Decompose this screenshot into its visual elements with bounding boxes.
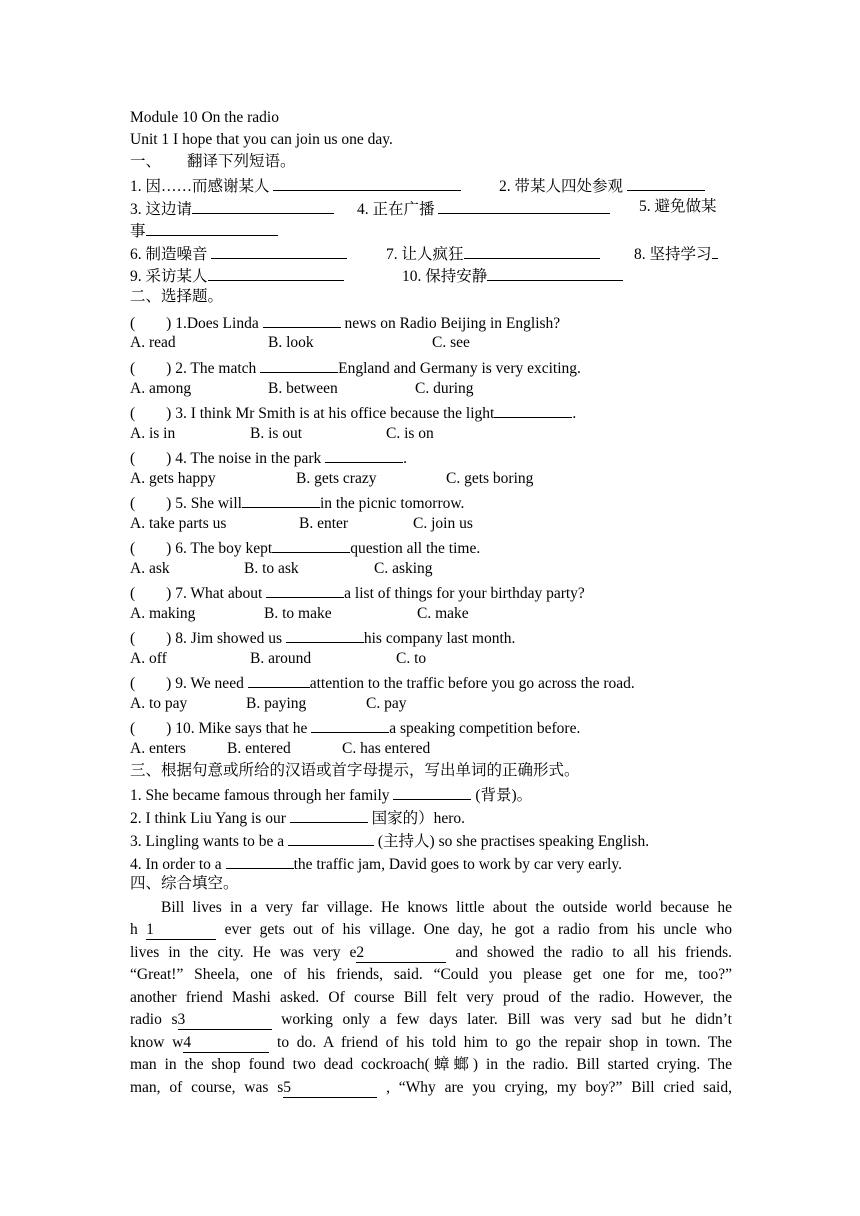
blank-1[interactable]: 1 xyxy=(146,921,216,940)
phrase-10: 10. 保持安静 xyxy=(402,264,623,287)
blank-2[interactable]: 2 xyxy=(356,944,446,963)
blank[interactable] xyxy=(211,242,347,259)
blank[interactable] xyxy=(248,671,310,688)
blank[interactable] xyxy=(712,242,718,259)
q8-option-c[interactable]: C. to xyxy=(396,650,427,667)
q8-option-a[interactable]: A. off xyxy=(130,650,167,667)
word-form-4: 4. In order to a the traffic jam, David goes to work by car very early. xyxy=(130,852,622,875)
q3-option-b[interactable]: B. is out xyxy=(250,425,303,442)
q1-option-b[interactable]: B. look xyxy=(268,334,314,351)
passage-line-5: another friend Mashi asked. Of course Bill felt very proud of the radio. However, the xyxy=(130,989,732,1006)
phrase-5-cont: 事 xyxy=(130,219,278,242)
blank[interactable] xyxy=(311,716,389,733)
blank[interactable] xyxy=(325,446,403,463)
blank[interactable] xyxy=(494,401,572,418)
word-form-1: 1. She became famous through her family (背景)。 xyxy=(130,783,532,806)
q1-option-a[interactable]: A. read xyxy=(130,334,176,351)
blank[interactable] xyxy=(288,829,374,846)
section2-heading: 二、选择题。 xyxy=(130,288,224,305)
phrase-7: 7. 让人疯狂 xyxy=(386,242,600,265)
blank[interactable] xyxy=(438,197,610,214)
question-10: ( ) 10. Mike says that he a speaking competition before. xyxy=(130,716,580,739)
unit-title: Unit 1 I hope that you can join us one day. xyxy=(130,131,393,148)
question-7: ( ) 7. What about a list of things for your birthday party? xyxy=(130,581,585,604)
blank[interactable] xyxy=(464,242,600,259)
blank[interactable] xyxy=(260,356,338,373)
passage-line-4: “Great!” Sheela, one of his friends, said. “Could you please get one for me, too?” xyxy=(130,966,732,983)
section1-number: 一、 xyxy=(130,153,162,170)
passage-line-6: radio s3 working only a few days later. Bill was very sad but he didn’t xyxy=(130,1011,732,1028)
passage-line-9: man, of course, was s5 , “Why are you crying, my boy?” Bill cried said, xyxy=(130,1079,732,1096)
q2-option-a[interactable]: A. among xyxy=(130,380,192,397)
q9-option-a[interactable]: A. to pay xyxy=(130,695,188,712)
q9-option-c[interactable]: C. pay xyxy=(366,695,407,712)
q7-option-a[interactable]: A. making xyxy=(130,605,196,622)
phrase-6: 6. 制造噪音 xyxy=(130,242,347,265)
question-3: ( ) 3. I think Mr Smith is at his office because the light . xyxy=(130,401,576,424)
blank[interactable] xyxy=(273,174,461,191)
blank[interactable] xyxy=(226,852,294,869)
q7-option-b[interactable]: B. to make xyxy=(264,605,332,622)
section4-heading: 四、综合填空。 xyxy=(130,875,239,892)
q3-option-a[interactable]: A. is in xyxy=(130,425,176,442)
question-1: ( ) 1.Does Linda news on Radio Beijing in English? xyxy=(130,311,560,334)
question-2: ( ) 2. The match England and Germany is very exciting. xyxy=(130,356,581,379)
blank[interactable] xyxy=(242,491,320,508)
q4-option-b[interactable]: B. gets crazy xyxy=(296,470,377,487)
q2-option-c[interactable]: C. during xyxy=(415,380,474,397)
q5-option-a[interactable]: A. take parts us xyxy=(130,515,227,532)
passage-line-7: know w4 to do. A friend of his told him to go the repair shop in town. The xyxy=(130,1034,733,1051)
word-form-2: 2. I think Liu Yang is our 国家的）hero. xyxy=(130,806,465,829)
blank-5[interactable]: 5 xyxy=(283,1079,377,1098)
module-title: Module 10 On the radio xyxy=(130,109,279,126)
q6-option-b[interactable]: B. to ask xyxy=(244,560,299,577)
q4-option-c[interactable]: C. gets boring xyxy=(446,470,534,487)
blank[interactable] xyxy=(272,536,350,553)
phrase-5: 5. 避免做某 xyxy=(639,198,717,215)
question-6: ( ) 6. The boy kept question all the time. xyxy=(130,536,480,559)
passage-line-2: h 1 ever gets out of his village. One day, he got a radio from his uncle who xyxy=(130,921,733,938)
blank-3[interactable]: 3 xyxy=(178,1011,272,1030)
phrase-2: 2. 带某人四处参观 xyxy=(499,174,705,197)
q3-option-c[interactable]: C. is on xyxy=(386,425,434,442)
question-4: ( ) 4. The noise in the park . xyxy=(130,446,407,469)
phrase-8: 8. 坚持学习 xyxy=(634,242,718,265)
passage-line-1: Bill lives in a very far village. He knows little about the outside world because he xyxy=(161,899,732,916)
q10-option-c[interactable]: C. has entered xyxy=(342,740,431,757)
passage-line-3: lives in the city. He was very e2 and showed the radio to all his friends. xyxy=(130,944,732,961)
blank[interactable] xyxy=(286,626,364,643)
section1-text: 翻译下列短语。 xyxy=(187,153,296,170)
q7-option-c[interactable]: C. make xyxy=(417,605,469,622)
q8-option-b[interactable]: B. around xyxy=(250,650,312,667)
blank[interactable] xyxy=(627,174,705,191)
blank[interactable] xyxy=(146,219,278,236)
blank[interactable] xyxy=(266,581,344,598)
blank[interactable] xyxy=(487,264,623,281)
phrase-3: 3. 这边请 xyxy=(130,197,334,220)
phrase-1: 1. 因……而感谢某人 xyxy=(130,174,461,197)
blank[interactable] xyxy=(393,783,471,800)
q1-option-c[interactable]: C. see xyxy=(432,334,470,351)
q10-option-a[interactable]: A. enters xyxy=(130,740,186,757)
phrase-9: 9. 采访某人 xyxy=(130,264,344,287)
section1-heading xyxy=(130,152,296,172)
blank-4[interactable]: 4 xyxy=(183,1034,269,1053)
passage-line-8: man in the shop found two dead cockroach(蟑螂) in the radio. Bill started crying. The xyxy=(130,1056,732,1073)
q5-option-c[interactable]: C. join us xyxy=(413,515,473,532)
q4-option-a[interactable]: A. gets happy xyxy=(130,470,216,487)
q10-option-b[interactable]: B. entered xyxy=(227,740,291,757)
blank[interactable] xyxy=(192,197,334,214)
section3-heading: 三、根据句意或所给的汉语或首字母提示，写出单词的正确形式。 xyxy=(130,762,580,779)
word-form-3: 3. Lingling wants to be a (主持人) so she practises speaking English. xyxy=(130,829,649,852)
blank[interactable] xyxy=(290,806,368,823)
q6-option-c[interactable]: C. asking xyxy=(374,560,433,577)
q5-option-b[interactable]: B. enter xyxy=(299,515,349,532)
q6-option-a[interactable]: A. ask xyxy=(130,560,170,577)
blank[interactable] xyxy=(263,311,341,328)
q9-option-b[interactable]: B. paying xyxy=(246,695,307,712)
question-9: ( ) 9. We need attention to the traffic before you go across the road. xyxy=(130,671,635,694)
blank[interactable] xyxy=(208,264,344,281)
q2-option-b[interactable]: B. between xyxy=(268,380,338,397)
phrase-4: 4. 正在广播 xyxy=(357,197,610,220)
question-8: ( ) 8. Jim showed us his company last month. xyxy=(130,626,515,649)
question-5: ( ) 5. She will in the picnic tomorrow. xyxy=(130,491,464,514)
